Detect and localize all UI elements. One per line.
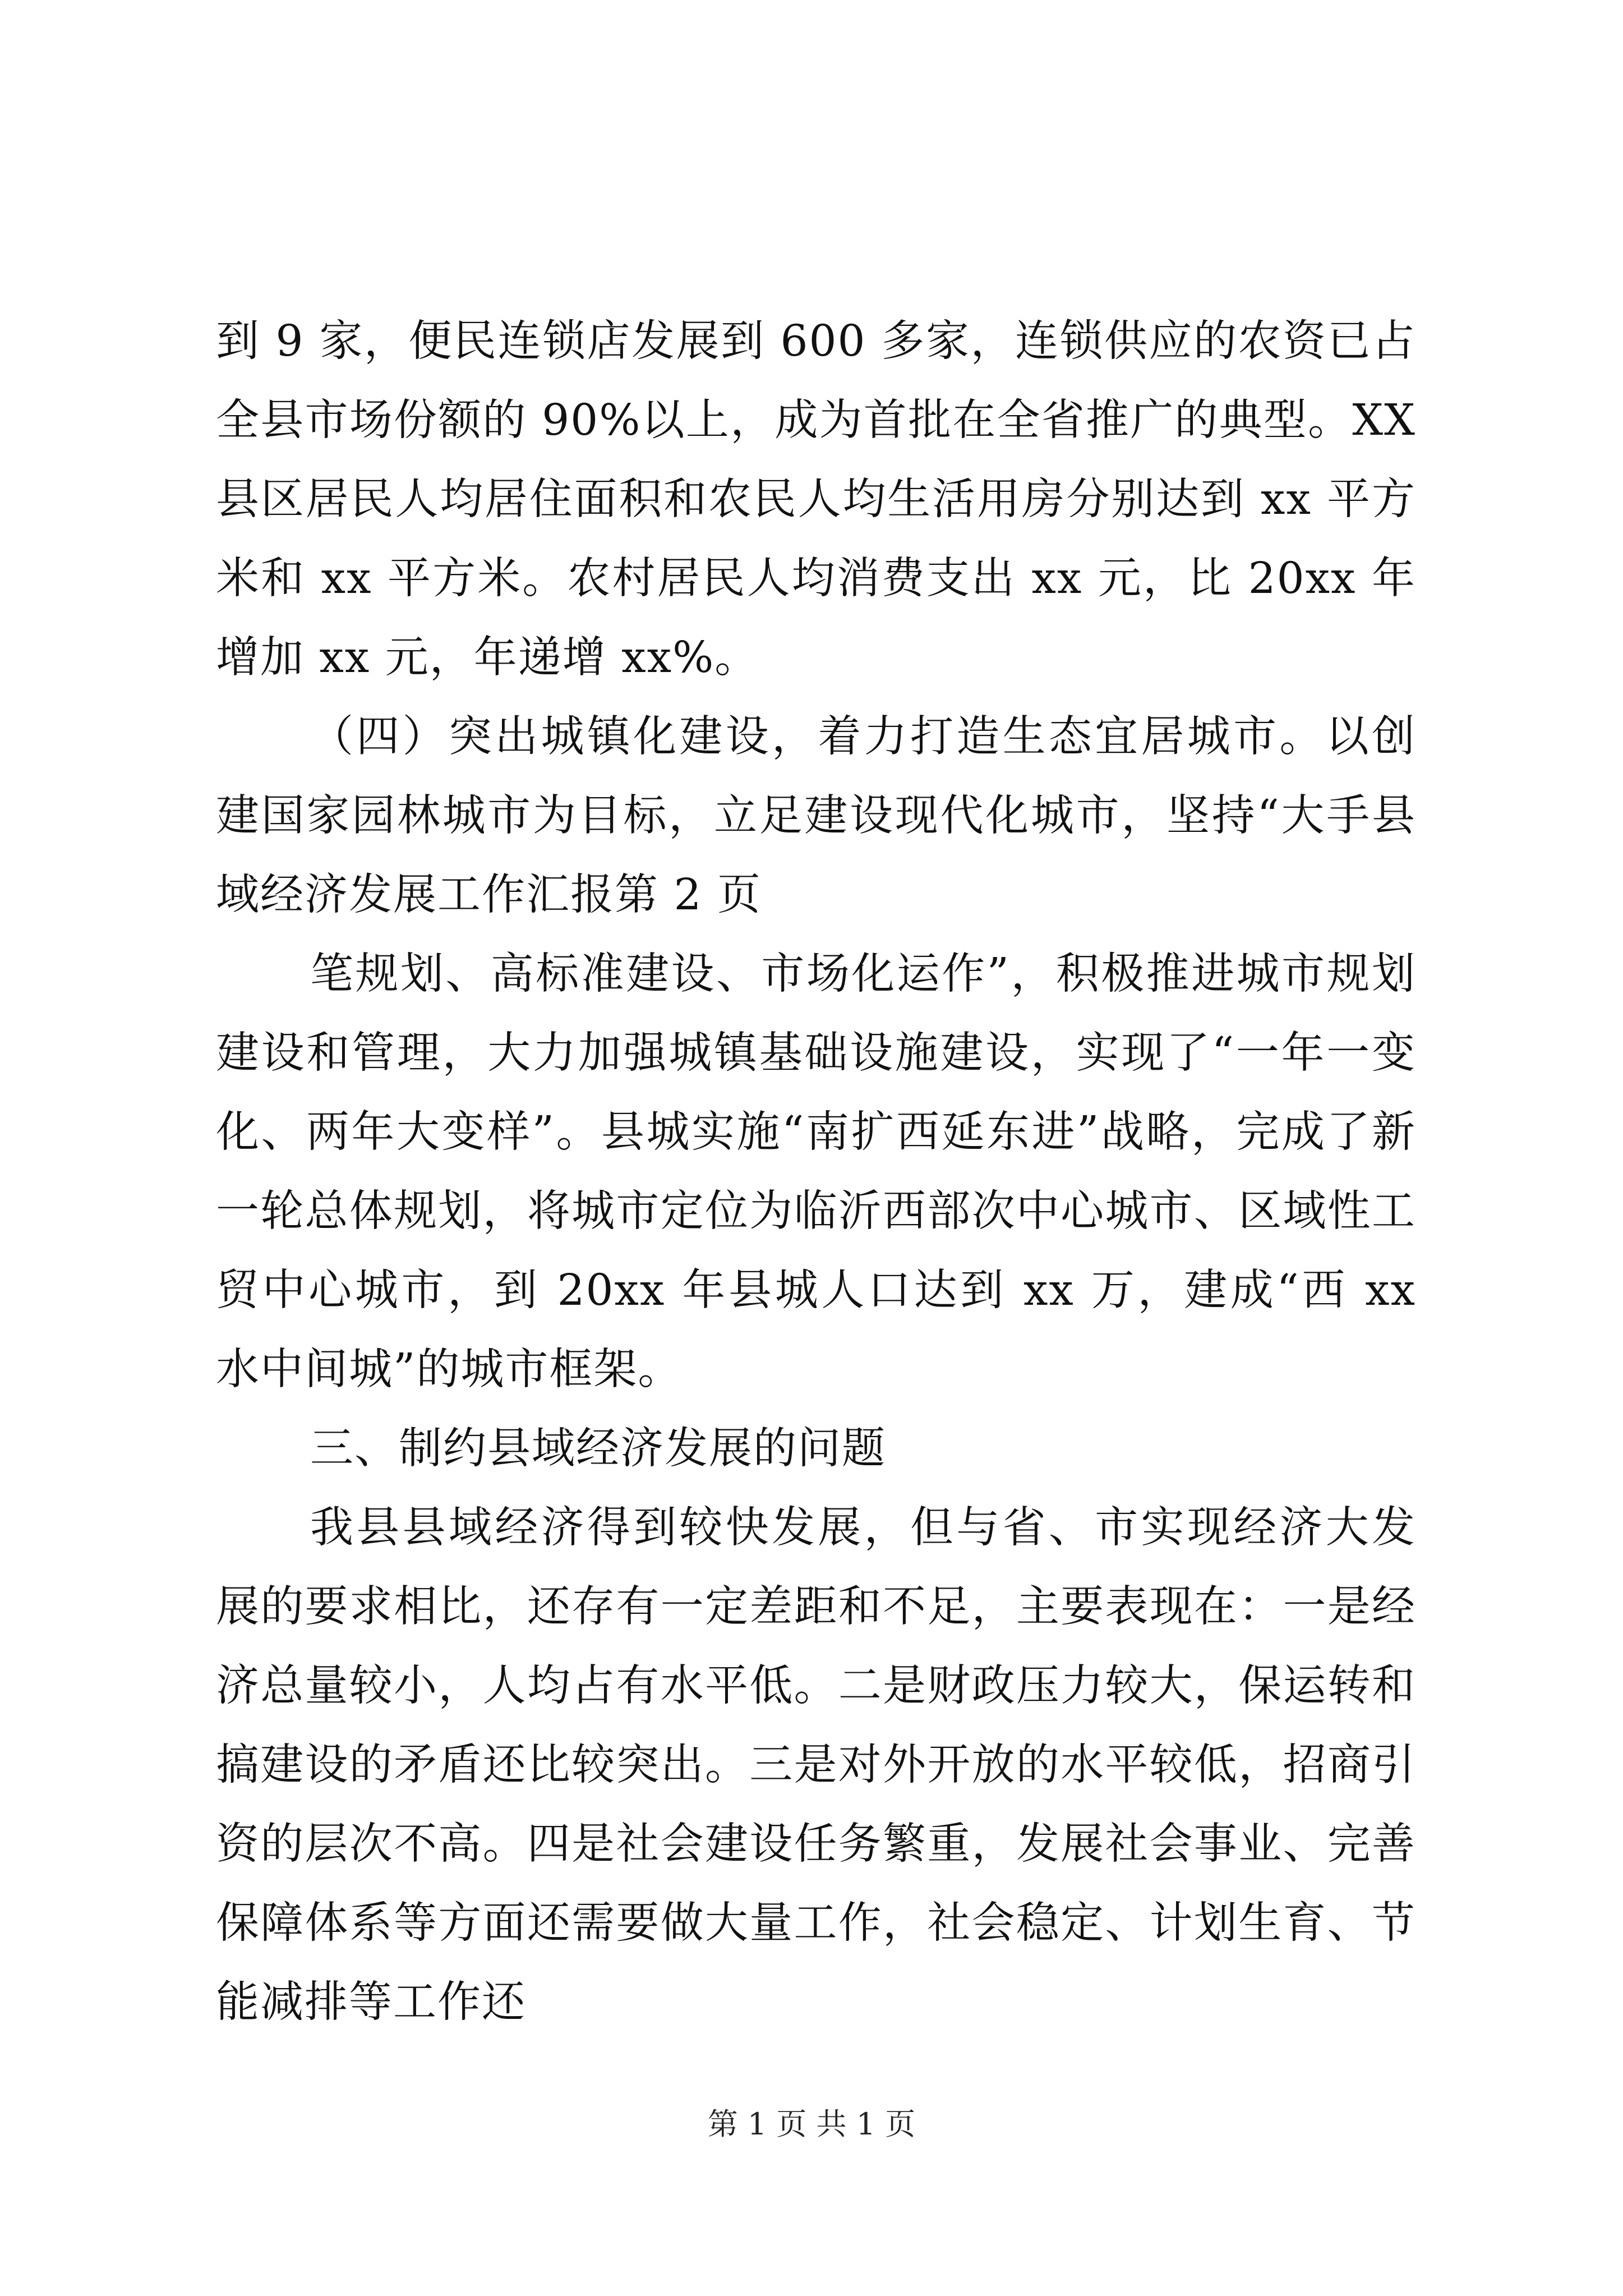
section-heading-problems: 三、制约县域经济发展的问题 (310, 1424, 886, 1474)
document-body (216, 302, 1416, 2042)
paragraph-planning: 笔规划、高标准建设、市场化运作”，积极推进城市规划建设和管理，大力加强城镇基础设施建设，实现了“一年一变化、两年大变样”。县城实施“南扩西延东进”战略，完成了新一轮总体规划，将城市定位为临沂西部次中心城市、区域性工贸中心城市，到 20xx 年县城人口达到 xx 万，建成“西 xx 水中间城”的城市框架。 (216, 949, 1416, 1395)
paragraph-continuation: 到 9 家，便民连锁店发展到 600 多家，连锁供应的农资已占全县市场份额的 90%以上，成为首批在全省推广的典型。XX 县区居民人均居住面积和农民人均生活用房分别达到 xx 平方米和 xx 平方米。农村居民人均消费支出 xx 元，比 20xx 年增加 xx 元，年递增 xx%。 (216, 316, 1416, 683)
paragraph-problems: 我县县域经济得到较快发展，但与省、市实现经济大发展的要求相比，还存有一定差距和不足，主要表现在：一是经济总量较小，人均占有水平低。二是财政压力较大，保运转和搞建设的矛盾还比较突出。三是对外开放的水平较低，招商引资的层次不高。四是社会建设任务繁重，发展社会事业、完善保障体系等方面还需要做大量工作，社会稳定、计划生育、节能减排等工作还 (216, 1503, 1416, 2027)
paragraph-urbanization: （四）突出城镇化建设，着力打造生态宜居城市。以创建国家园林城市为目标，立足建设现代化城市，坚持“大手县域经济发展工作汇报第 2 页 (216, 712, 1416, 920)
page-footer: 第 1 页 共 1 页 (707, 2106, 916, 2142)
